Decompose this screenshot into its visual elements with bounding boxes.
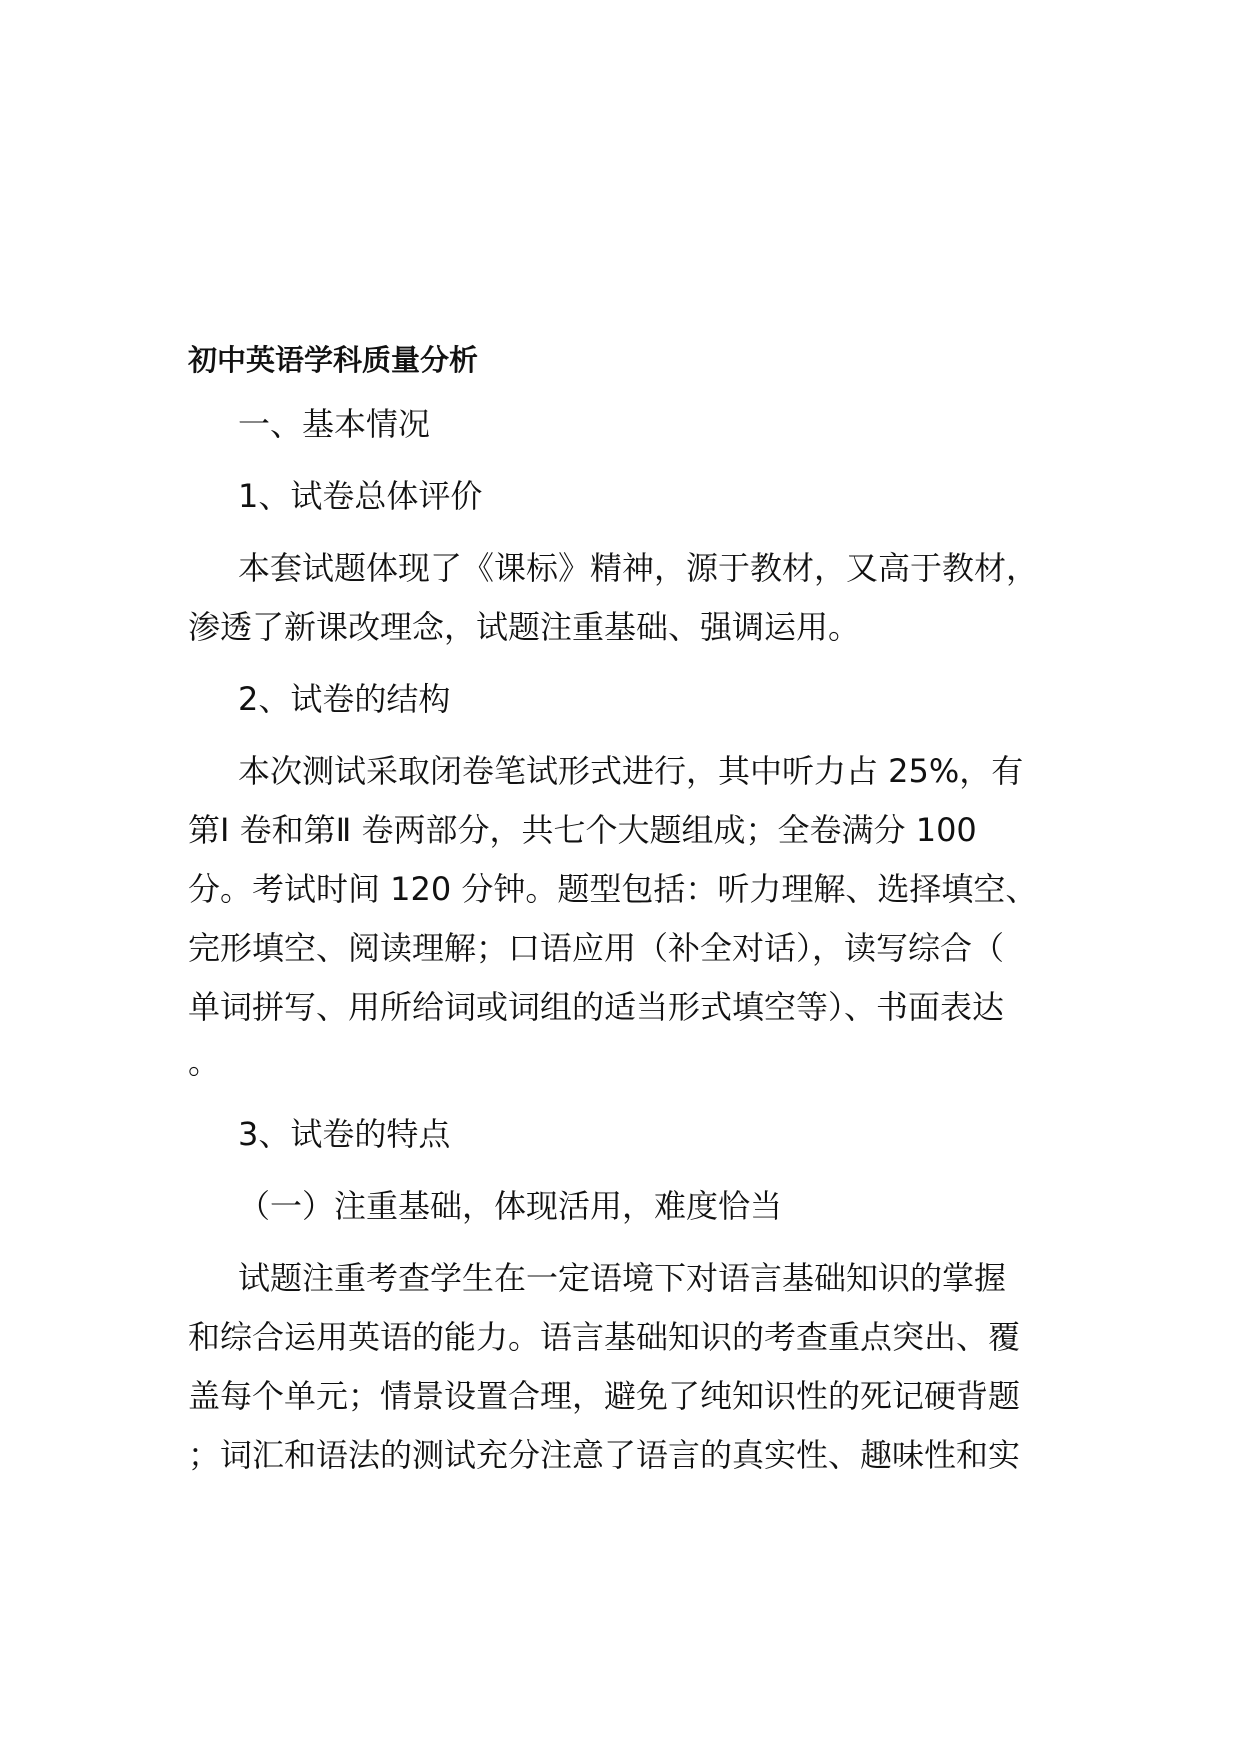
paragraph-line: 本次测试采取闭卷笔试形式进行，其中听力占 25%，有 (238, 752, 1024, 790)
paragraph-line: 。 (188, 1043, 221, 1081)
paragraph-line: 渗透了新课改理念，试题注重基础、强调运用。 (188, 608, 861, 646)
paragraph-line: 本套试题体现了《课标》精神，源于教材，又高于教材， (238, 549, 1039, 587)
paragraph-line: 试题注重考查学生在一定语境下对语言基础知识的掌握 (238, 1259, 1007, 1297)
document-title: 初中英语学科质量分析 (188, 343, 479, 377)
sub-heading-emphasis-on-basics: （一）注重基础，体现活用，难度恰当 (238, 1187, 783, 1225)
paragraph-line: 盖每个单元；情景设置合理，避免了纯知识性的死记硬背题 (188, 1377, 1021, 1415)
paragraph-line: 和综合运用英语的能力。语言基础知识的考查重点突出、覆 (188, 1318, 1021, 1356)
section-heading-basic-situation: 一、基本情况 (238, 405, 431, 443)
paragraph-line: 完形填空、阅读理解；口语应用（补全对话），读写综合（ (188, 929, 1005, 967)
subsection-heading-structure: 2、试卷的结构 (238, 680, 451, 718)
paragraph-line: 分。考试时间 120 分钟。题型包括：听力理解、选择填空、 (188, 870, 1038, 908)
subsection-heading-overall-evaluation: 1、试卷总体评价 (238, 477, 483, 515)
subsection-heading-features: 3、试卷的特点 (238, 1115, 451, 1153)
paragraph-line: 第Ⅰ 卷和第Ⅱ 卷两部分，共七个大题组成；全卷满分 100 (188, 811, 977, 849)
paragraph-line: ；词汇和语法的测试充分注意了语言的真实性、趣味性和实 (188, 1436, 1021, 1474)
paragraph-line: 单词拼写、用所给词或词组的适当形式填空等）、书面表达 (188, 988, 1005, 1026)
